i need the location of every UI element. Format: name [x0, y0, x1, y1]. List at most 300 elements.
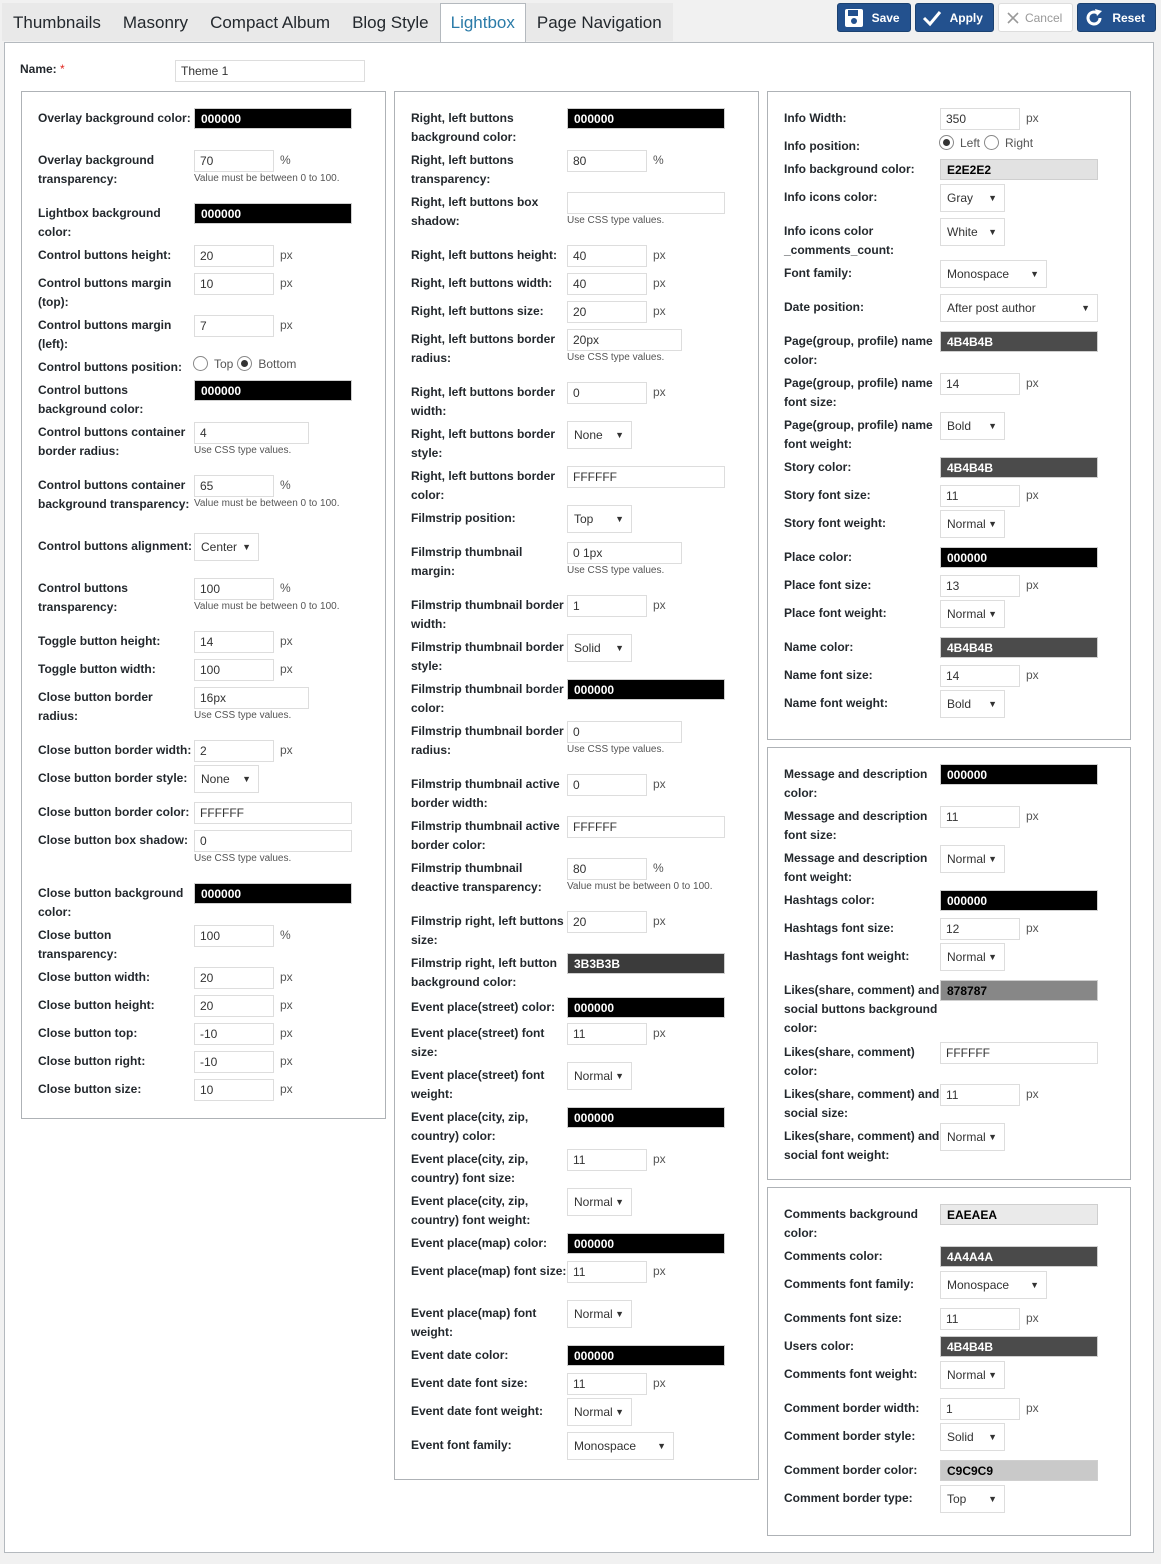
- chevron-down-icon: ▼: [988, 609, 997, 619]
- radio-group: [939, 135, 1037, 150]
- info-settings-box: [767, 91, 1131, 740]
- field-label: Event place(city, zip, country) font size:: [411, 1152, 529, 1185]
- field-label: Right, left buttons border color:: [411, 469, 555, 502]
- tab-compact-album[interactable]: Compact Album: [199, 3, 341, 41]
- number-input[interactable]: 20: [194, 245, 274, 267]
- field-comments-background-color: [784, 1205, 1110, 1243]
- unit-label: px: [653, 1264, 666, 1278]
- dropdown-select[interactable]: [940, 260, 1047, 288]
- field-filmstrip-thumbnail-border-color: [411, 680, 737, 718]
- field-control: [567, 543, 737, 581]
- color-picker-input[interactable]: 000000: [194, 108, 352, 129]
- field-right-left-buttons-box-shadow: [411, 193, 737, 231]
- field-label: Info background color:: [784, 162, 915, 176]
- field-label: Name font size:: [784, 668, 873, 682]
- field-control: [567, 817, 737, 855]
- dropdown-select[interactable]: [567, 1432, 674, 1460]
- field-label: Event date font size:: [411, 1376, 528, 1390]
- color-picker-input[interactable]: 000000: [194, 203, 352, 224]
- dropdown-select[interactable]: [567, 505, 632, 533]
- field-filmstrip-thumbnail-margin: [411, 543, 737, 581]
- field-control: [940, 604, 1110, 623]
- unit-label: px: [653, 1026, 666, 1040]
- apply-button-label: Apply: [949, 10, 983, 25]
- dropdown-select[interactable]: [940, 845, 1005, 873]
- chevron-down-icon: ▼: [242, 542, 251, 552]
- dropdown-value: Normal: [947, 1130, 986, 1144]
- field-label: Place font size:: [784, 578, 872, 592]
- text-input[interactable]: 0: [567, 721, 682, 743]
- field-right-left-buttons-border-color: [411, 467, 737, 505]
- number-input[interactable]: 80: [567, 858, 647, 880]
- unit-label: %: [653, 153, 664, 167]
- field-users-color: [784, 1337, 1110, 1356]
- field-control: [194, 358, 364, 377]
- number-input[interactable]: 20: [567, 301, 647, 323]
- field-control: [567, 383, 737, 421]
- field-label: Close button size:: [38, 1082, 142, 1096]
- field-control: [567, 302, 737, 321]
- unit-label: px: [1026, 809, 1039, 823]
- comments-settings-box: [767, 1187, 1131, 1536]
- unit-label: px: [653, 777, 666, 791]
- field-label: Info icons color _comments_count:: [784, 224, 895, 257]
- unit-label: px: [1026, 1401, 1039, 1415]
- field-close-button-size: [38, 1080, 364, 1099]
- field-label: Control buttons transparency:: [38, 581, 128, 614]
- number-input[interactable]: 20: [194, 995, 274, 1017]
- check-icon: [922, 8, 942, 28]
- number-input[interactable]: 14: [194, 631, 274, 653]
- field-control: [940, 188, 1110, 207]
- help-note: Value must be between 0 to 100.: [567, 881, 713, 892]
- unit-label: px: [653, 1376, 666, 1390]
- field-label: Comment border style:: [784, 1429, 916, 1443]
- field-label: Likes(share, comment) and social font weight:: [784, 1129, 940, 1162]
- radio-right[interactable]: [984, 135, 999, 150]
- number-input[interactable]: -10: [194, 1051, 274, 1073]
- field-label: Control buttons alignment:: [38, 539, 192, 553]
- field-label: Right, left buttons background color:: [411, 111, 517, 144]
- field-control: [567, 859, 737, 897]
- dropdown-value: Solid: [947, 1430, 974, 1444]
- field-right-left-buttons-transparency: [411, 151, 737, 189]
- dropdown-select[interactable]: [567, 421, 632, 449]
- help-note: Value must be between 0 to 100.: [194, 498, 340, 509]
- chevron-down-icon: ▼: [988, 1370, 997, 1380]
- unit-label: px: [280, 276, 293, 290]
- color-picker-input[interactable]: 4B4B4B: [940, 1336, 1098, 1357]
- field-control: [567, 638, 737, 676]
- number-input[interactable]: -10: [194, 1023, 274, 1045]
- unit-label: px: [653, 1152, 666, 1166]
- field-close-button-top: [38, 1024, 364, 1043]
- dropdown-select[interactable]: [940, 184, 1005, 212]
- field-control: [940, 486, 1110, 505]
- color-picker-input[interactable]: 000000: [940, 890, 1098, 911]
- number-input[interactable]: 0: [567, 774, 647, 796]
- unit-label: %: [280, 581, 291, 595]
- text-input[interactable]: 0 1px: [567, 542, 682, 564]
- field-control-buttons-margin-top: [38, 274, 364, 312]
- field-control: [940, 1399, 1110, 1418]
- field-control: [940, 947, 1110, 966]
- field-control: [567, 912, 737, 950]
- text-input[interactable]: FFFFFF: [940, 1042, 1098, 1064]
- number-input[interactable]: 11: [940, 1308, 1020, 1330]
- field-control: [567, 467, 737, 505]
- field-story-color: [784, 458, 1110, 477]
- text-input[interactable]: [567, 192, 725, 214]
- number-input[interactable]: 350: [940, 108, 1020, 130]
- text-input[interactable]: FFFFFF: [567, 816, 725, 838]
- field-control: [940, 981, 1110, 1038]
- field-control: [940, 374, 1110, 412]
- color-picker-input[interactable]: 4A4A4A: [940, 1246, 1098, 1267]
- dropdown-select[interactable]: [940, 690, 1005, 718]
- field-control: [194, 996, 364, 1015]
- field-close-button-right: [38, 1052, 364, 1071]
- number-input[interactable]: 100: [194, 659, 274, 681]
- unit-label: px: [1026, 668, 1039, 682]
- field-event-place-street-color: [411, 998, 737, 1017]
- field-label: Likes(share, comment) and social size:: [784, 1087, 940, 1120]
- number-input[interactable]: 1: [940, 1398, 1020, 1420]
- field-label: Filmstrip position:: [411, 511, 516, 525]
- dropdown-value: None: [201, 772, 230, 786]
- field-label: Page(group, profile) name font size:: [784, 376, 933, 409]
- theme-name-input[interactable]: Theme 1: [175, 60, 365, 82]
- field-control: [940, 1043, 1110, 1081]
- color-picker-input[interactable]: 878787: [940, 980, 1098, 1001]
- color-picker-input[interactable]: 000000: [567, 997, 725, 1018]
- number-input[interactable]: 40: [567, 273, 647, 295]
- field-label: Filmstrip thumbnail active border color:: [411, 819, 560, 852]
- dropdown-select[interactable]: [940, 1485, 1005, 1513]
- field-control: [194, 151, 364, 189]
- unit-label: px: [280, 662, 293, 676]
- number-input[interactable]: 100: [194, 925, 274, 947]
- field-control: [194, 660, 364, 679]
- field-control: [940, 891, 1110, 910]
- field-control: [567, 1066, 737, 1104]
- dropdown-select[interactable]: [940, 943, 1005, 971]
- field-control: [940, 109, 1110, 128]
- unit-label: %: [653, 861, 664, 875]
- field-message-and-description-font-weight: [784, 849, 1110, 887]
- tab-page-navigation[interactable]: Page Navigation: [526, 3, 673, 41]
- field-filmstrip-thumbnail-border-style: [411, 638, 737, 676]
- dropdown-select[interactable]: [940, 1271, 1047, 1299]
- field-toggle-button-height: [38, 632, 364, 651]
- help-note: Use CSS type values.: [194, 710, 292, 721]
- number-input[interactable]: 11: [567, 1149, 647, 1171]
- field-likes-share-comment-and-social-buttons-background-color: [784, 981, 1110, 1038]
- field-date-position: [784, 298, 1110, 317]
- text-input[interactable]: 0: [194, 830, 352, 852]
- reset-button[interactable]: [1077, 3, 1156, 32]
- field-label: Close button transparency:: [38, 928, 118, 961]
- dropdown-value: Bold: [947, 697, 972, 711]
- field-hashtags-color: [784, 891, 1110, 910]
- unit-label: px: [653, 304, 666, 318]
- unit-label: px: [280, 318, 293, 332]
- number-input[interactable]: 40: [567, 245, 647, 267]
- field-label: Story font weight:: [784, 516, 886, 530]
- field-info-icons-color: [784, 188, 1110, 207]
- radio-left[interactable]: [939, 135, 954, 150]
- dropdown-select[interactable]: [940, 218, 1005, 246]
- field-control: [567, 246, 737, 265]
- field-event-date-color: [411, 1346, 737, 1365]
- field-control: [194, 831, 364, 864]
- field-control-buttons-container-background-transparency: [38, 476, 364, 514]
- field-label: Filmstrip thumbnail margin:: [411, 545, 523, 578]
- dropdown-value: Normal: [947, 517, 986, 531]
- color-picker-input[interactable]: C9C9C9: [940, 1460, 1098, 1481]
- unit-label: px: [1026, 578, 1039, 592]
- field-label: Date position:: [784, 300, 864, 314]
- chevron-down-icon: ▼: [1030, 269, 1039, 279]
- radio-label: Left: [960, 135, 981, 150]
- field-control: [940, 1461, 1110, 1480]
- color-picker-input[interactable]: 000000: [567, 108, 725, 129]
- field-label: Event font family:: [411, 1438, 512, 1452]
- radio-top[interactable]: [193, 356, 208, 371]
- dropdown-select[interactable]: [940, 600, 1005, 628]
- number-input[interactable]: 14: [940, 373, 1020, 395]
- field-control: [940, 1127, 1110, 1165]
- color-picker-input[interactable]: EAEAEA: [940, 1204, 1098, 1225]
- dropdown-select[interactable]: [940, 1361, 1005, 1389]
- field-place-font-size: [784, 576, 1110, 595]
- unit-label: px: [1026, 1311, 1039, 1325]
- field-control: [940, 849, 1110, 887]
- unit-label: %: [280, 928, 291, 942]
- field-comment-border-width: [784, 1399, 1110, 1418]
- color-picker-input[interactable]: 000000: [567, 1233, 725, 1254]
- text-input[interactable]: FFFFFF: [194, 802, 352, 824]
- dropdown-select[interactable]: [940, 294, 1098, 322]
- refresh-icon: [1084, 8, 1104, 28]
- field-filmstrip-thumbnail-border-radius: [411, 722, 737, 760]
- color-picker-input[interactable]: 000000: [567, 1345, 725, 1366]
- field-control: [567, 1262, 737, 1281]
- number-input[interactable]: 12: [940, 918, 1020, 940]
- field-label: Right, left buttons border radius:: [411, 332, 555, 365]
- field-hashtags-font-weight: [784, 947, 1110, 966]
- field-control: [940, 765, 1110, 803]
- dropdown-value: None: [574, 428, 603, 442]
- dropdown-select[interactable]: [567, 634, 632, 662]
- field-control: [194, 579, 364, 617]
- field-label: Comment border type:: [784, 1491, 913, 1505]
- tab-blog-style[interactable]: Blog Style: [341, 3, 440, 41]
- text-input[interactable]: 16px: [194, 687, 309, 709]
- color-picker-input[interactable]: 000000: [940, 547, 1098, 568]
- field-control-buttons-background-color: [38, 381, 364, 419]
- field-label: Filmstrip thumbnail border style:: [411, 640, 564, 673]
- field-event-place-map-font-size: [411, 1262, 737, 1281]
- field-control: [567, 1304, 737, 1342]
- unit-label: px: [653, 248, 666, 262]
- color-picker-input[interactable]: 000000: [567, 1107, 725, 1128]
- number-input[interactable]: 7: [194, 315, 274, 337]
- number-input[interactable]: 11: [940, 806, 1020, 828]
- field-label: Font family:: [784, 266, 852, 280]
- number-input[interactable]: 70: [194, 150, 274, 172]
- chevron-down-icon: ▼: [988, 952, 997, 962]
- number-input[interactable]: 100: [194, 578, 274, 600]
- unit-label: px: [280, 998, 293, 1012]
- dropdown-select[interactable]: [940, 510, 1005, 538]
- number-input[interactable]: 11: [567, 1261, 647, 1283]
- color-picker-input[interactable]: 4B4B4B: [940, 457, 1098, 478]
- field-label: Comments font size:: [784, 1311, 903, 1325]
- field-control: [194, 769, 364, 788]
- dropdown-value: Normal: [947, 852, 986, 866]
- field-control: [940, 1489, 1110, 1508]
- tab-masonry[interactable]: Masonry: [112, 3, 199, 41]
- number-input[interactable]: 11: [567, 1373, 647, 1395]
- field-page-group-profile-name-font-size: [784, 374, 1110, 412]
- dropdown-select[interactable]: [940, 1123, 1005, 1151]
- radio-bottom[interactable]: [237, 356, 252, 371]
- field-control: [940, 1275, 1110, 1294]
- number-input[interactable]: 1: [567, 595, 647, 617]
- field-control: [194, 316, 364, 354]
- field-story-font-size: [784, 486, 1110, 505]
- chevron-down-icon: ▼: [615, 1407, 624, 1417]
- number-input[interactable]: 13: [940, 575, 1020, 597]
- dropdown-select[interactable]: [567, 1062, 632, 1090]
- color-picker-input[interactable]: 000000: [194, 380, 352, 401]
- field-hashtags-font-size: [784, 919, 1110, 938]
- text-input[interactable]: 20px: [567, 329, 682, 351]
- apply-button[interactable]: [915, 3, 994, 32]
- field-event-date-font-weight: [411, 1402, 737, 1421]
- text-input[interactable]: FFFFFF: [567, 466, 725, 488]
- dropdown-select[interactable]: [194, 765, 259, 793]
- field-control: [194, 423, 364, 461]
- field-lightbox-background-color: [38, 204, 364, 242]
- field-control: [567, 1150, 737, 1188]
- field-label: Close button top:: [38, 1026, 138, 1040]
- field-control: [940, 1365, 1110, 1384]
- color-picker-input[interactable]: 000000: [567, 679, 725, 700]
- number-input[interactable]: 11: [940, 485, 1020, 507]
- field-label: Control buttons container border radius:: [38, 425, 186, 458]
- dropdown-select[interactable]: [567, 1398, 632, 1426]
- cancel-button[interactable]: [998, 3, 1073, 32]
- dropdown-select[interactable]: [194, 533, 259, 561]
- number-input[interactable]: 0: [567, 382, 647, 404]
- unit-label: px: [1026, 1087, 1039, 1101]
- field-label: Close button height:: [38, 998, 155, 1012]
- field-label: Close button box shadow:: [38, 833, 188, 847]
- field-close-button-transparency: [38, 926, 364, 964]
- field-event-place-street-font-weight: [411, 1066, 737, 1104]
- number-input[interactable]: 20: [194, 967, 274, 989]
- field-label: Message and description font weight:: [784, 851, 928, 884]
- color-picker-input[interactable]: 4B4B4B: [940, 637, 1098, 658]
- field-control: [194, 632, 364, 651]
- save-button[interactable]: [837, 3, 911, 32]
- chevron-down-icon: ▼: [615, 514, 624, 524]
- number-input[interactable]: 11: [940, 1084, 1020, 1106]
- field-control: [940, 1337, 1110, 1356]
- general-settings-box: [21, 91, 386, 1119]
- field-label: Hashtags color:: [784, 893, 875, 907]
- message-settings-box: [767, 747, 1131, 1180]
- field-control: [940, 1247, 1110, 1266]
- field-control: [940, 222, 1110, 260]
- dropdown-select[interactable]: [940, 1423, 1005, 1451]
- field-control: [194, 884, 364, 922]
- field-filmstrip-thumbnail-border-width: [411, 596, 737, 634]
- field-label: Info Width:: [784, 111, 847, 125]
- color-picker-input[interactable]: 3B3B3B: [567, 953, 725, 974]
- dropdown-select[interactable]: [567, 1188, 632, 1216]
- number-input[interactable]: 14: [940, 665, 1020, 687]
- field-label: Users color:: [784, 1339, 855, 1353]
- number-input[interactable]: 10: [194, 273, 274, 295]
- field-place-font-weight: [784, 604, 1110, 623]
- field-label: Story color:: [784, 460, 852, 474]
- field-name-font-weight: [784, 694, 1110, 713]
- field-event-place-street-font-size: [411, 1024, 737, 1062]
- dropdown-select[interactable]: [940, 412, 1005, 440]
- color-picker-input[interactable]: 000000: [194, 883, 352, 904]
- field-label: Right, left buttons width:: [411, 276, 553, 290]
- number-input[interactable]: 80: [567, 150, 647, 172]
- field-label: Event place(map) font size:: [411, 1264, 567, 1278]
- dropdown-select[interactable]: [567, 1300, 632, 1328]
- color-picker-input[interactable]: 4B4B4B: [940, 331, 1098, 352]
- field-font-family: [784, 264, 1110, 283]
- cancel-button-label: Cancel: [1024, 10, 1063, 25]
- field-control: [940, 1085, 1110, 1123]
- field-control: [194, 741, 364, 760]
- field-label: Filmstrip right, left button background color:: [411, 956, 557, 989]
- field-label: Filmstrip thumbnail border width:: [411, 598, 564, 631]
- color-picker-input[interactable]: E2E2E2: [940, 159, 1098, 180]
- tab-thumbnails[interactable]: Thumbnails: [2, 3, 112, 41]
- color-picker-input[interactable]: 000000: [940, 764, 1098, 785]
- field-label: Lightbox background color:: [38, 206, 161, 239]
- unit-label: px: [653, 276, 666, 290]
- help-note: Use CSS type values.: [194, 853, 292, 864]
- tab-lightbox[interactable]: Lightbox: [440, 3, 526, 43]
- chevron-down-icon: ▼: [615, 430, 624, 440]
- field-close-button-border-width: [38, 741, 364, 760]
- field-control: [567, 1402, 737, 1421]
- field-label: Hashtags font size:: [784, 921, 895, 935]
- number-input[interactable]: 20: [567, 911, 647, 933]
- number-input[interactable]: 10: [194, 1079, 274, 1101]
- unit-label: px: [1026, 376, 1039, 390]
- text-input[interactable]: 4: [194, 422, 309, 444]
- field-label: Overlay background color:: [38, 111, 191, 125]
- field-label: Toggle button height:: [38, 634, 161, 648]
- field-label: Comments font weight:: [784, 1367, 918, 1381]
- radio-group: [193, 356, 300, 371]
- field-filmstrip-thumbnail-deactive-transparency: [411, 859, 737, 897]
- number-input[interactable]: 65: [194, 475, 274, 497]
- dropdown-value: Normal: [574, 1307, 613, 1321]
- number-input[interactable]: 2: [194, 740, 274, 762]
- number-input[interactable]: 11: [567, 1023, 647, 1045]
